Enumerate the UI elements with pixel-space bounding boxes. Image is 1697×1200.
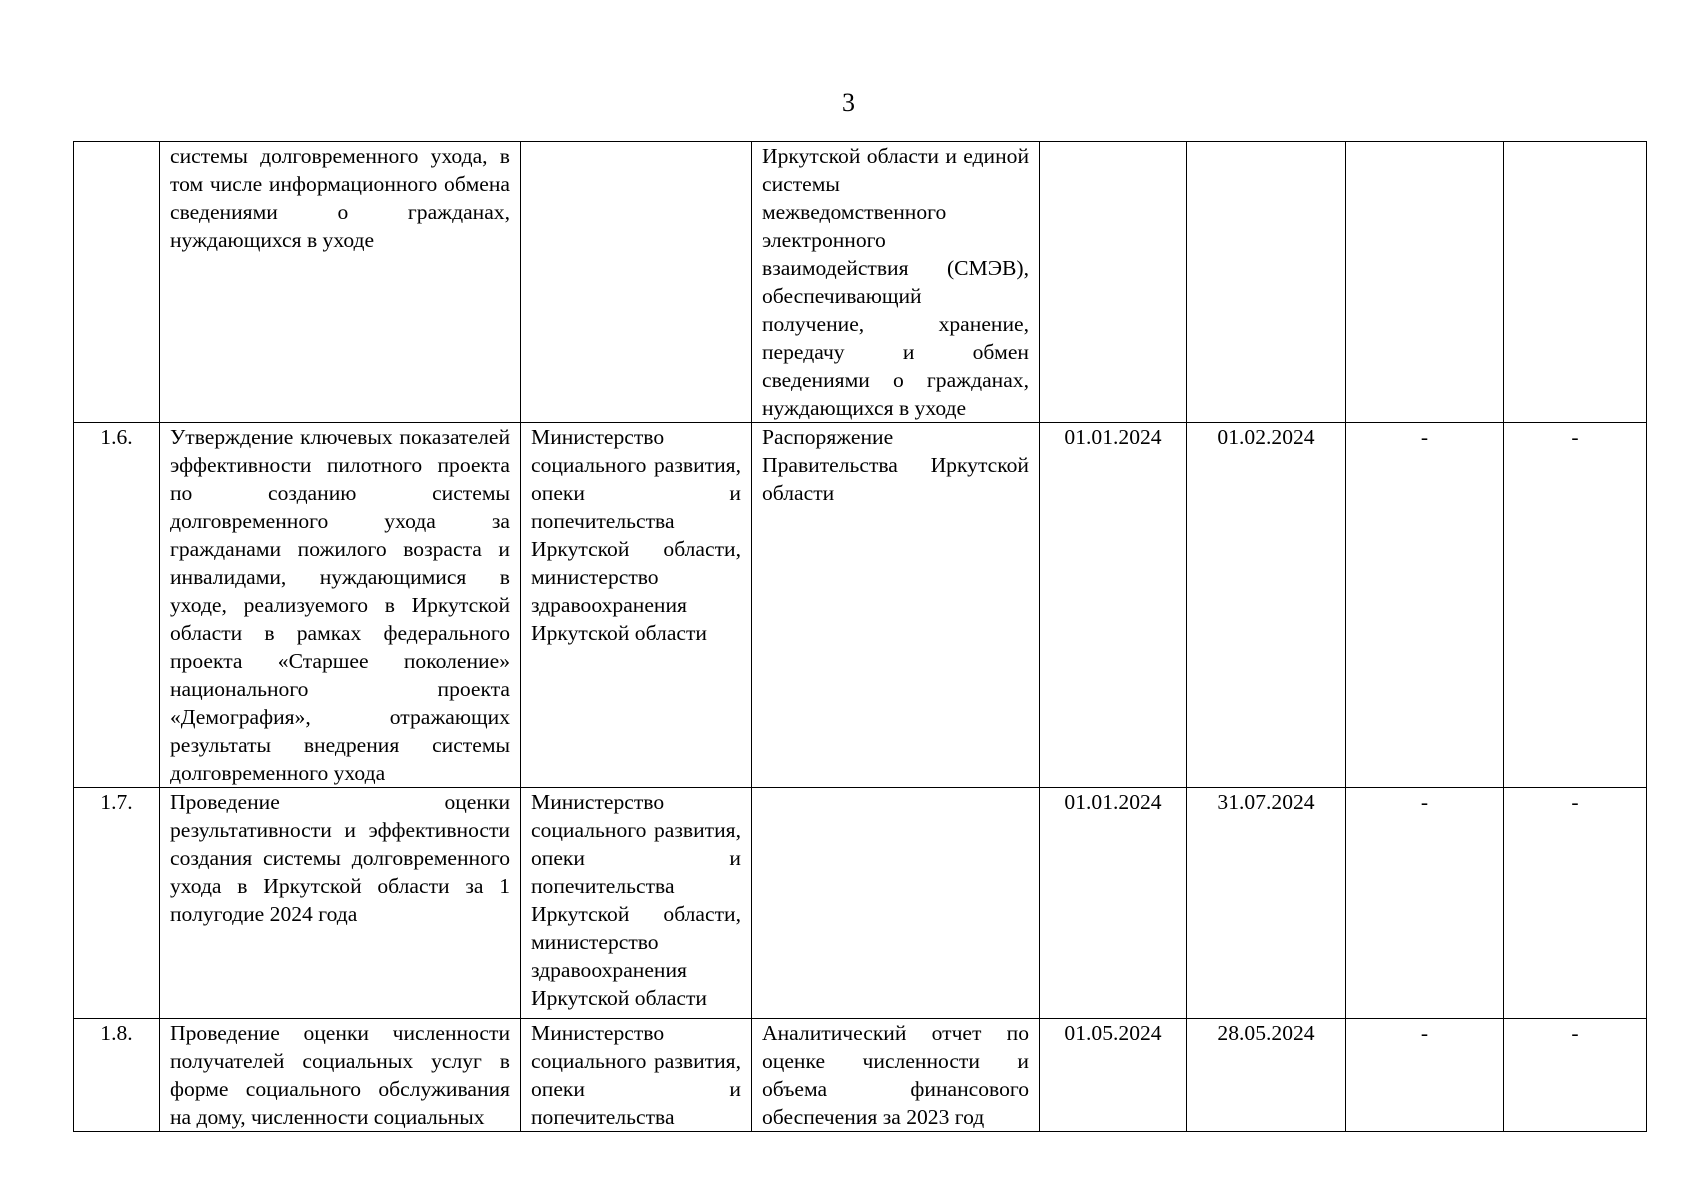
executor-cell: Министерство социального развития, опеки и попечительства — [521, 1019, 752, 1132]
result-cell: Иркутской области и единой системы межведомственного электронного взаимодействия (СМЭВ), обеспечивающий получение, хранение, передачу и обмен сведениями о гражданах, нуждающихся в уходе — [752, 142, 1040, 423]
end-date-cell — [1187, 142, 1346, 423]
row-number: 1.6. — [74, 423, 160, 788]
column-7-cell: - — [1346, 423, 1504, 788]
start-date-cell: 01.01.2024 — [1040, 423, 1187, 788]
column-8-cell: - — [1504, 788, 1647, 1019]
end-date-cell: 01.02.2024 — [1187, 423, 1346, 788]
plan-table — [73, 141, 1647, 1132]
table-row — [74, 1019, 1647, 1132]
end-date-cell: 31.07.2024 — [1187, 788, 1346, 1019]
start-date-cell: 01.05.2024 — [1040, 1019, 1187, 1132]
table-row — [74, 788, 1647, 1019]
row-number: 1.7. — [74, 788, 160, 1019]
event-cell: Проведение оценки численности получателей социальных услуг в форме социального обслуживания на дому, численности социальных — [160, 1019, 521, 1132]
event-cell: Утверждение ключевых показателей эффективности пилотного проекта по созданию системы долговременного ухода за гражданами пожилого возраста и инвалидами, нуждающимися в уходе, реализуемого в Иркутской области в рамках федерального проекта «Старшее поколение» национального проекта «Демография», отражающих результаты внедрения системы долговременного ухода — [160, 423, 521, 788]
column-8-cell: - — [1504, 1019, 1647, 1132]
result-cell — [752, 788, 1040, 1019]
result-cell: Аналитический отчет по оценке численности и объема финансового обеспечения за 2023 год — [752, 1019, 1040, 1132]
table-row — [74, 142, 1647, 423]
start-date-cell: 01.01.2024 — [1040, 788, 1187, 1019]
row-number — [74, 142, 160, 423]
result-cell: Распоряжение Правительства Иркутской области — [752, 423, 1040, 788]
executor-cell: Министерство социального развития, опеки и попечительства Иркутской области, министерство здравоохранения Иркутской области — [521, 423, 752, 788]
event-cell: системы долговременного ухода, в том числе информационного обмена сведениями о гражданах, нуждающихся в уходе — [160, 142, 521, 423]
event-cell: Проведение оценки результативности и эффективности создания системы долговременного ухода в Иркутской области за 1 полугодие 2024 года — [160, 788, 521, 1019]
executor-cell: Министерство социального развития, опеки и попечительства Иркутской области, министерство здравоохранения Иркутской области — [521, 788, 752, 1019]
column-8-cell — [1504, 142, 1647, 423]
table-row — [74, 423, 1647, 788]
column-7-cell: - — [1346, 788, 1504, 1019]
column-7-cell — [1346, 142, 1504, 423]
end-date-cell: 28.05.2024 — [1187, 1019, 1346, 1132]
page-number: 3 — [842, 88, 855, 117]
column-8-cell: - — [1504, 423, 1647, 788]
row-number: 1.8. — [74, 1019, 160, 1132]
executor-cell — [521, 142, 752, 423]
column-7-cell: - — [1346, 1019, 1504, 1132]
start-date-cell — [1040, 142, 1187, 423]
